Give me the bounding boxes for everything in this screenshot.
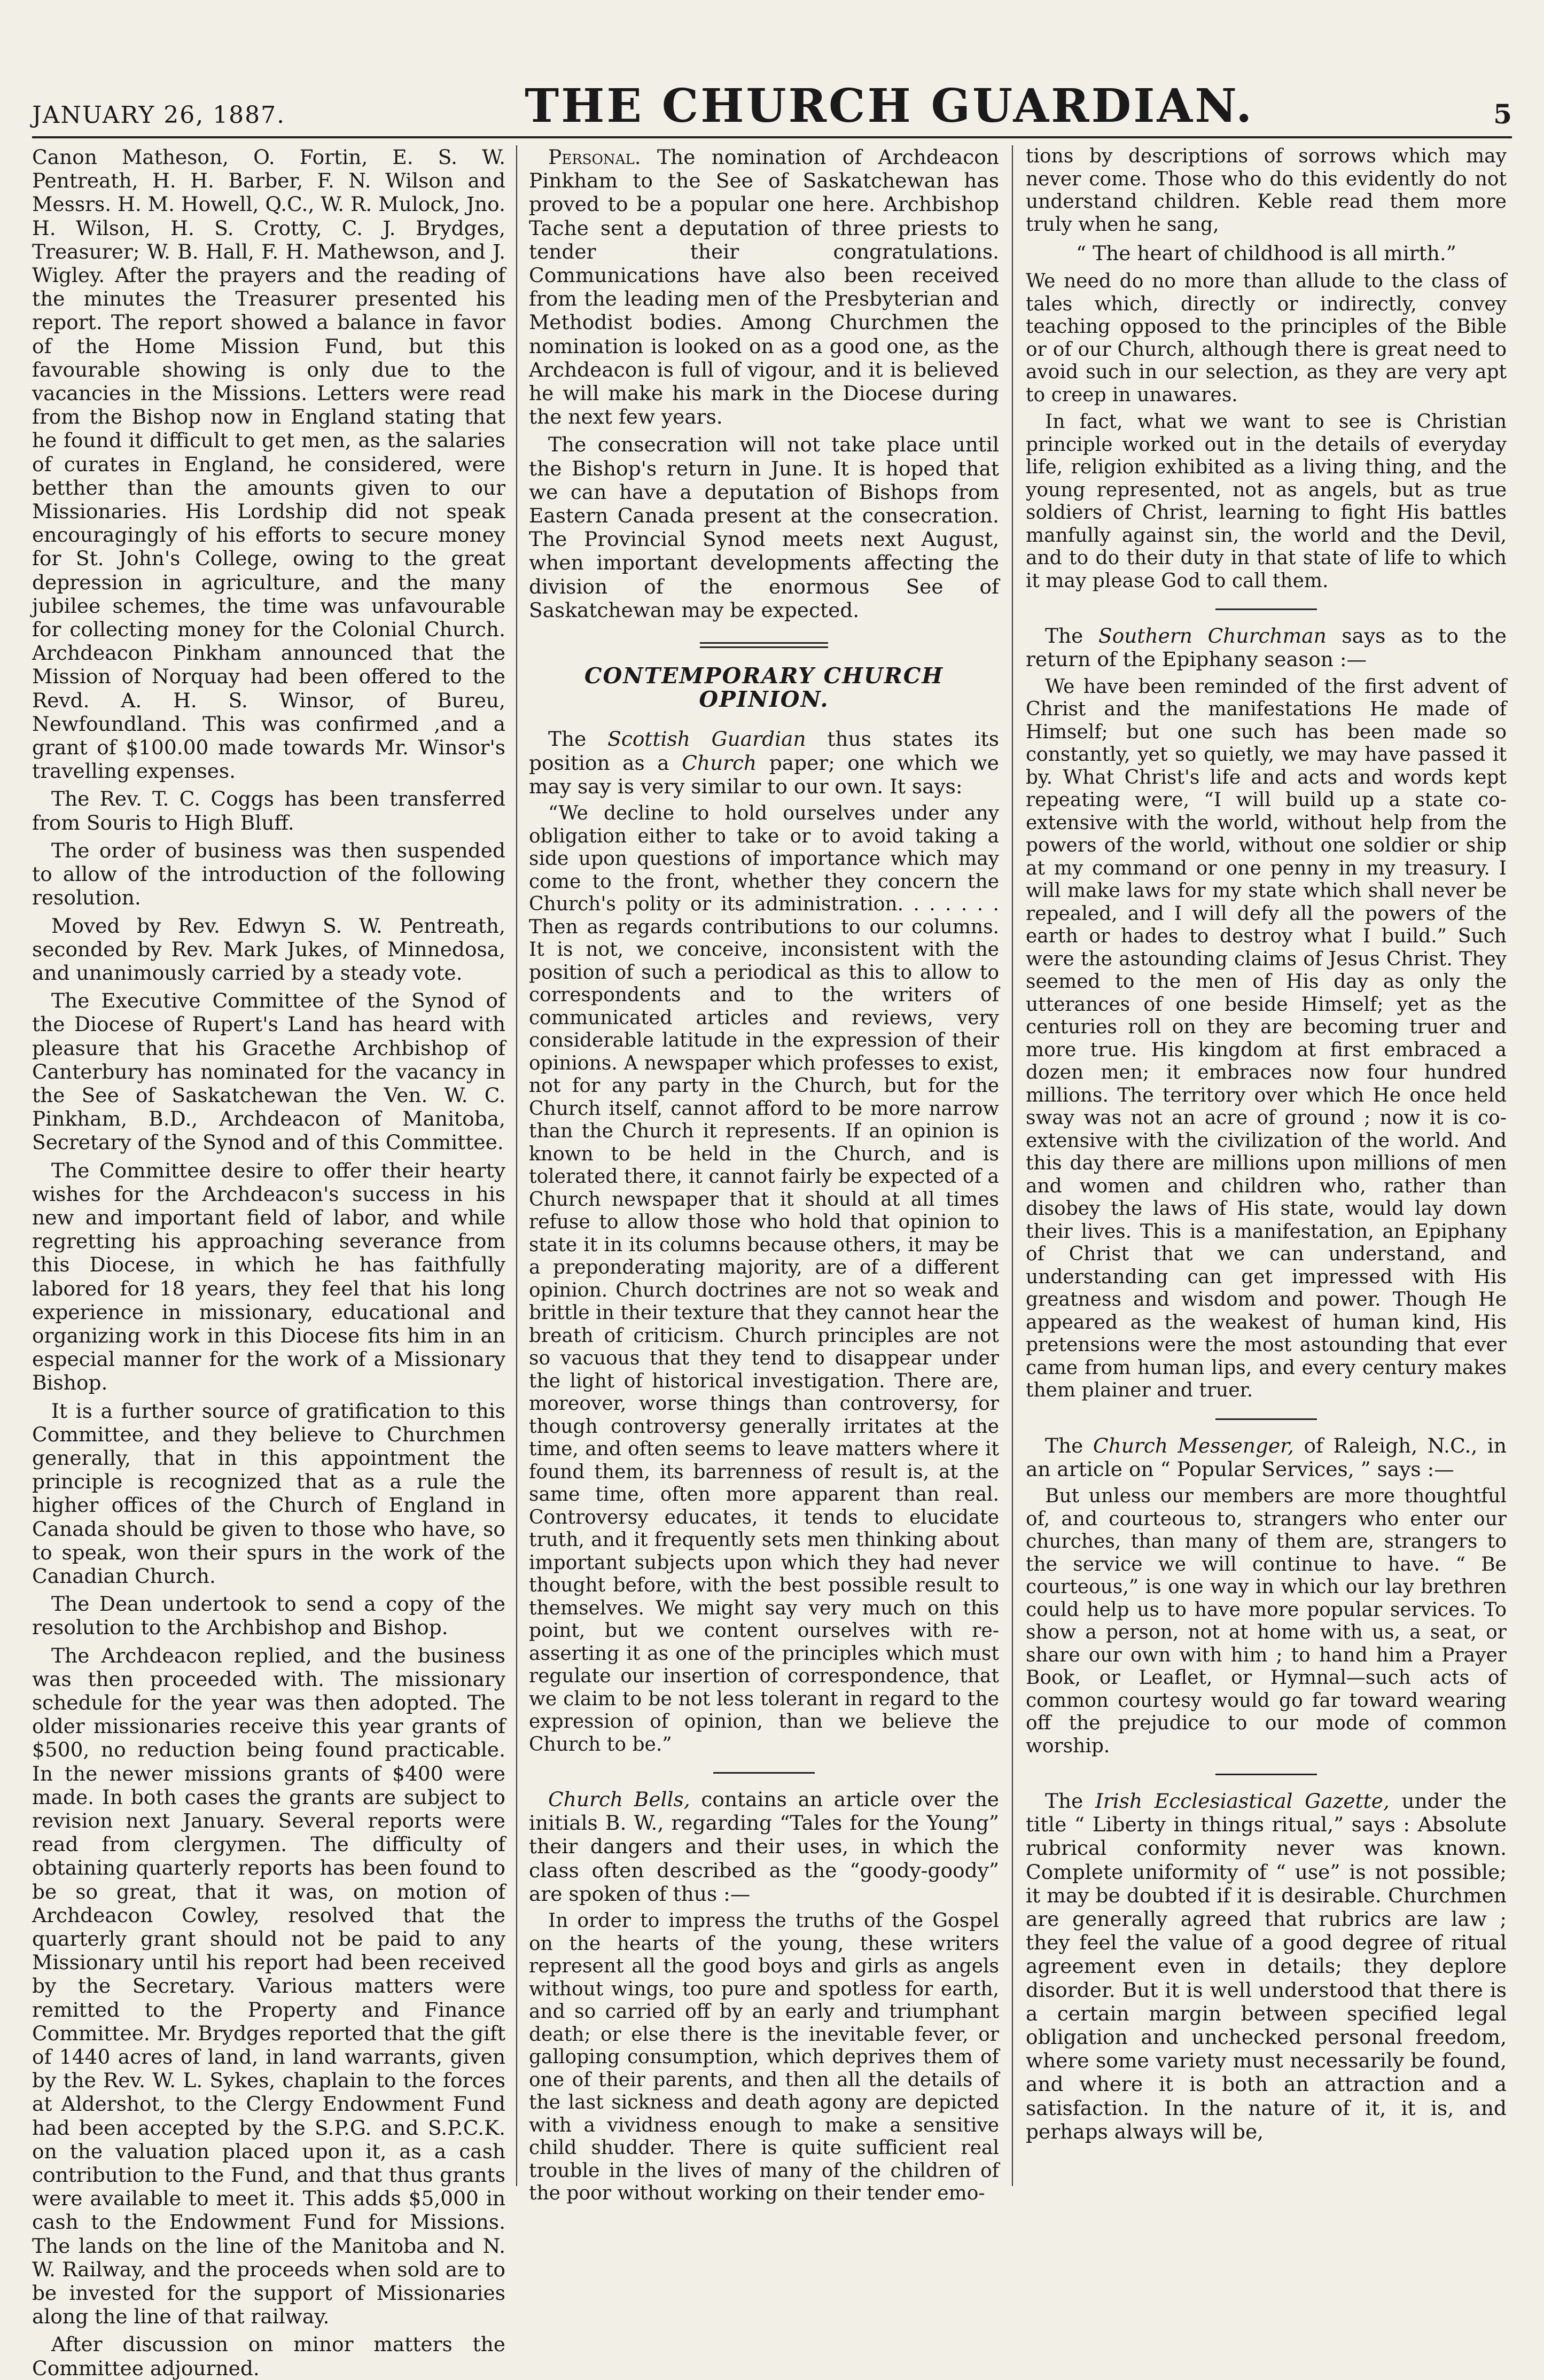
divider — [713, 1772, 815, 1774]
paragraph: Moved by Rev. Edwyn S. W. Pentreath, seconded by Rev. Mark Jukes, of Minnedosa, and unanimously carried by a steady vote. — [32, 914, 505, 985]
masthead — [32, 77, 1512, 138]
paragraph: It is a further source of gratification to this Committee, and they believe to Churchmen generally, that in this appointment the principle is recognized that as a rule the higher offices of the Church of England in Canada should be given to those who have, so to speak, won their spurs in the work of the Canadian Church. — [32, 1399, 505, 1588]
paragraph: The Rev. T. C. Coggs has been transferred from Souris to High Bluff. — [32, 787, 505, 834]
section-heading: CONTEMPORARY CHURCH OPINION. — [584, 663, 944, 713]
paper-name: Scottish Guardian — [607, 727, 806, 751]
column-2 — [529, 145, 1000, 2205]
paper-name: Southern Churchman — [1098, 624, 1327, 648]
paragraph: The Committee desire to offer their hearty wishes for the Archdeacon's success in his new and important field of labor, and while regretting his approaching severance from this Diocese, in which he has faithfully labored for 18 years, they feel that his long experience in missionary, educational and organizing work in this Diocese fits him in an especial manner for the work of a Missionary Bishop. — [32, 1158, 505, 1395]
issue-date: JANUARY 26, 1887. — [32, 102, 286, 129]
quoted-paragraph: In order to impress the truths of the Gospel on the hearts of the young, these writers represent all the good boys and girls as angels without wings, too pure and spotless for earth, and so carried off by an early and triumphant death; or else there is the inevitable fever, or galloping consumption, which deprives them of one of their parents, and then all the details of the last sickness and death agony are depicted with a vividness enough to make a sensitive child shudder. There is quite sufficient real trouble in the lives of many of the children of the poor without working on their tender emo- — [529, 1910, 999, 2205]
paper-name: Irish Ecclesiastical Gazette, — [1095, 1789, 1390, 1813]
paragraph — [529, 1788, 999, 1906]
divider — [1215, 1774, 1317, 1775]
text-run: contains an article over the initials B. W., regarding “Tales for the Young” their dangers and their uses, in which the class often described as the “goody-goody” are spoken of thus :— — [529, 1788, 999, 1906]
divider — [1215, 1418, 1317, 1420]
column-rule — [516, 145, 517, 2186]
quoted-paragraph: We have been reminded of the first advent of Christ and the manifestations He made of Himself; but one such has been made so constantly, yet so quietly, we may have passed it by. What Christ's life and acts and words kept repeating were, “I will build up a state co-extensive with the world, without help from the powers of the world, without one soldier or ship at my command or one penny in my treasury. I will make laws for my state which shall never be repealed, and I will defy all the powers of the earth or hades to destroy what I build.” Such were the astounding claims of Jesus Christ. They seemed to the men of His day as only the utterances of one beside Himself; yet as the centuries roll on they are becoming truer and more true. His kingdom at first embraced a dozen men; it embraces now four hundred millions. The territory over which He once held sway was not an acre of ground ; now it is co-extensive with the civilization of the world. And this day there are millions upon millions of men and women and children who, rather than disobey the laws of His state, would lay down their lives. This is a manifestation, an Epiphany of Christ that we can understand, and understanding can get impressed with His greatness and wisdom and power. Though He appeared as the weakest of human kind, His pretensions were the most astounding that ever came from human lips, and every century makes them plainer and truer. — [1026, 675, 1507, 1402]
column-rule — [1012, 145, 1013, 2186]
column-3 — [1026, 145, 1507, 2186]
verse-line: “ The heart of childhood is all mirth.” — [1076, 241, 1456, 265]
double-rule-divider — [700, 642, 828, 648]
quoted-paragraph: But unless our members are more thoughtful of, and courteous to, strangers who enter our churches, than many of them are, strangers to the service we will continue to have. “ Be courteous,” is one way in which our lay brethren could help us to have more popular services. To show a person, not at home with us, a seat, or share our own with him ; to hand him a Prayer Book, or Leaflet, or Hymnal—such acts of common courtesy would go far toward wearing off the prejudice to our mode of common worship. — [1026, 1485, 1507, 1757]
text-run: paper; one which we may say is very similar to our own. It says: — [529, 751, 999, 798]
text-run: The — [1045, 1433, 1093, 1457]
text-run: thus states its position as a — [529, 727, 999, 775]
quoted-paragraph: In fact, what we want to see is Christian principle worked out in the details of everyday life, religion exhibited as a living thing, and the young represented, not as angels, but as true soldiers of Christ, learning to fight His battles manfully against sin, the world and the Devil, and to do their duty in that state of life to which it may please God to call them. — [1026, 411, 1507, 592]
paragraph — [1026, 1434, 1507, 1481]
paragraph — [1026, 1789, 1507, 2143]
personal-label: Personal. — [548, 145, 641, 169]
text-run: The — [548, 727, 608, 751]
divider — [1215, 608, 1317, 610]
paragraph: Canon Matheson, O. Fortin, E. S. W. Pentreath, H. H. Barber, F. N. Wilson and Messrs. H. M. Howell, Q.C., W. R. Mulock, Jno. H. Wilson, H. S. Crotty, C. J. Brydges, Treasurer; W. B. Hall, F. H. Mathewson, and J. Wigley. After the prayers and the reading of the minutes the Treasurer presented his report. The report showed a balance in favor of the Home Mission Fund, but this favourable showing is only due to the vacancies in the Missions. Letters were read from the Bishop now in England stating that he found it difficult to get men, as the salaries of curates in England, he considered, were betther than the amounts given to our Missionaries. His Lordship did not speak encouragingly of his efforts to secure money for St. John's College, owing to the great depression in agriculture, and the many jubilee schemes, the time was unfavourable for collecting money for the Colonial Church. Archdeacon Pinkham announced that the Mission of Norquay had been offered to the Revd. A. H. S. Winsor, of Bureu, Newfoundland. This was confirmed ,and a grant of $100.00 made towards Mr. Winsor's travelling expenses. — [32, 145, 505, 783]
text-run: The — [1045, 624, 1099, 648]
text-run: The — [1045, 1789, 1096, 1813]
paragraph: After discussion on minor matters the Committee adjourned. — [32, 2332, 505, 2380]
paragraph-text: The nomination of Archdeacon Pinkham to the See of Saskatchewan has proved to be a popular one here. Archbishop Tache sent a deputation of three priests to tender their congratulations. Communications have also been received from the leading men of the Presbyterian and Methodist bodies. Among Churchmen the nomination is looked on as a good one, as the Archdeacon is full of vigour, and it is believed he will make his mark in the Diocese during the next few years. — [529, 145, 1000, 429]
paragraph: The consecration will not take place until the Bishop's return in June. It is hoped that we can have a deputation of Bishops from Eastern Canada present at the consecration. The Provincial Synod meets next August, when important developments affecting the division of the enormous See of Saskatchewan may be expected. — [529, 433, 999, 622]
paper-name: Church Bells, — [548, 1788, 690, 1812]
newspaper-title: THE CHURCH GUARDIAN. — [525, 79, 1254, 133]
column-1 — [32, 145, 505, 2380]
quoted-paragraph: We need do no more than allude to the class of tales which, directly or indirectly, convey teaching opposed to the principles of the Bible or of our Church, although there is great need to avoid such in our selection, as they are very apt to creep in unawares. — [1026, 270, 1507, 406]
paper-name: Church Messenger, — [1093, 1433, 1294, 1457]
paragraph: The Executive Committee of the Synod of the Diocese of Rupert's Land has heard with pleasure that his Gracethe Archbishop of Canterbury has nominated for the vacancy in the See of Saskatchewan the Ven. W. C. Pinkham, B.D., Archdeacon of Manitoba, Secretary of the Synod and of this Committee. — [32, 989, 505, 1154]
text-run: under the title “ Liberty in things ritual,” says : Absolute rubrical conformity never was known. Complete uniformity of “ use” is not possible; it may be doubted if it is desirable. Churchmen are generally agreed that rubrics are law ; they feel the value of a good degree of ritual agreement even in details; they deplore disorder. But it is well understood that there is a certain margin between specified legal obligation and unchecked personal freedom, where some variety must necessarily be found, and where it is both an attraction and a satisfaction. In the nature of it, it is, and perhaps always will be, — [1026, 1789, 1507, 2143]
paragraph — [529, 145, 999, 428]
text-run: says as to the return of the Epiphany season :— — [1026, 624, 1507, 672]
paragraph: The Dean undertook to send a copy of the resolution to the Archbishop and Bishop. — [32, 1592, 505, 1640]
paragraph: The order of business was then suspended to allow of the introduction of the following resolution. — [32, 838, 505, 910]
quoted-paragraph: tions by descriptions of sorrows which may never come. Those who do this evidently do not understand children. Keble read them more truly when he sang, — [1026, 145, 1507, 236]
quoted-paragraph: “We decline to hold ourselves under any obligation either to take or to avoid taking a side upon questions of importance which may come to the front, whether they concern the Church's polity or its administration. . . . . . . Then as regards contributions to our columns. It is not, we conceive, inconsistent with the position of such a periodical as this to allow to correspondents and to the writers of communicated articles and reviews, very considerable latitude in the expression of their opinions. A newspaper which professes to exist, not for any party in the Church, but for the Church itself, cannot afford to be more narrow than the Church it represents. If an opinion is known to be held in the Church, and is tolerated there, it cannot fairly be expected of a Church newspaper that it should at all times refuse to allow those who hold that opinion to state it in its columns because others, it may be a preponderating majority, are of a different opinion. Church doctrines are not so weak and brittle in their texture that they cannot hear the breath of criticism. Church principles are not so vacuous that they tend to disappear under the light of historical investigation. There are, moreover, worse things than controversy, for though controversy generally irritates at the time, and often seems to leave matters where it found them, its barrenness of result is, at the same time, often more apparent than real. Controversy educates, it tends to elucidate truth, and it frequently sets men thinking about important subjects upon which they had never thought before, with the best possible result to themselves. We might say very much on this point, but we content ourselves with re-asserting it as one of the principles which must regulate our insertion of correspondence, that we claim to be not less tolerant in regard to the expression of opinion, than we believe the Church to be.” — [529, 802, 999, 1755]
emphasis: Church — [682, 751, 757, 775]
paragraph: The Archdeacon replied, and the business was then proceeded with. The missionary schedule for the year was then adopted. The older missionaries receive this year grants of $500, no reduction being found practicable. In the newer missions grants of $400 were made. In both cases the grants are subject to revision next January. Several reports were read from clergymen. The difficulty of obtaining quarterly reports has been found to be so great, that it was, on motion of Archdeacon Cowley, resolved that the quarterly grant should not be paid to any Missionary until his report had been received by the Secretary. Various matters were remitted to the Property and Finance Committee. Mr. Brydges reported that the gift of 1440 acres of land, in land warrants, given by the Rev. W. L. Sykes, chaplain to the forces at Aldershot, to the Clergy Endowment Fund had been accepted by the S.P.G. and S.P.C.K. on the valuation placed upon it, as a cash contribution to the Fund, and that thus grants were available to meet it. This adds $5,000 in cash to the Endowment Fund for Missions. The lands on the line of the Manitoba and N. W. Railway, and the proceeds when sold are to be invested for the support of Missionaries along the line of that railway. — [32, 1643, 505, 2329]
page-number: 5 — [1493, 98, 1512, 130]
paragraph — [529, 727, 999, 798]
text-run: of Raleigh, N.C., in an article on “ Popular Services, ” says :— — [1026, 1433, 1507, 1481]
paragraph — [1026, 624, 1507, 671]
